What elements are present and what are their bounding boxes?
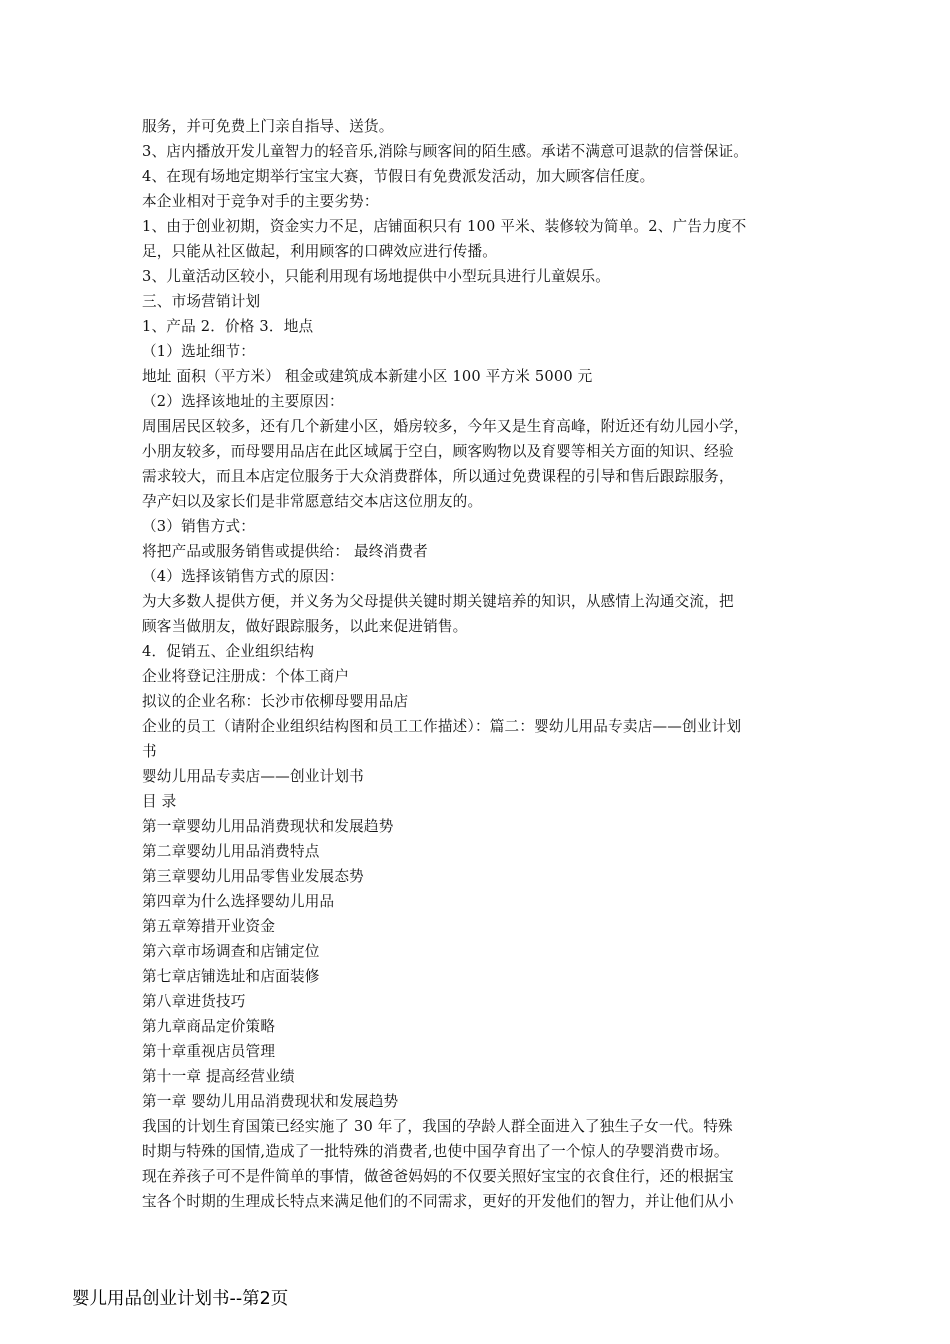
text-line: 将把产品或服务销售或提供给： 最终消费者 <box>142 543 428 560</box>
document-body <box>142 114 814 1214</box>
text-line: （1）选址细节： <box>142 343 256 360</box>
text-line: 1、由于创业初期，资金实力不足，店铺面积只有 100 平米、装修较为简单。2、广告力度不 <box>142 218 747 235</box>
text-line: （4）选择该销售方式的原因： <box>142 568 344 585</box>
text-line: 为大多数人提供方便，并义务为父母提供关键时期关键培养的知识，从感情上沟通交流，把 <box>142 593 734 610</box>
text-line: 企业将登记注册成：个体工商户 <box>142 668 350 685</box>
text-line: 时期与特殊的国情,造成了一批特殊的消费者,也使中国孕育出了一个惊人的孕婴消费市场。 <box>142 1143 729 1160</box>
toc-entry: 第三章婴幼儿用品零售业发展态势 <box>142 868 364 885</box>
text-line: 企业的员工（请附企业组织结构图和员工工作描述）：篇二：婴幼儿用品专卖店——创业计划 <box>142 718 742 735</box>
toc-entry: 第八章进货技巧 <box>142 993 246 1010</box>
toc-entry: 第七章店铺选址和店面装修 <box>142 968 320 985</box>
text-line: 宝各个时期的生理成长特点来满足他们的不同需求，更好的开发他们的智力，并让他们从小 <box>142 1193 734 1210</box>
text-line: 3、店内播放开发儿童智力的轻音乐,消除与顾客间的陌生感。承诺不满意可退款的信誉保证。 <box>142 143 749 160</box>
text-line: 书 <box>142 743 157 760</box>
text-line: 足，只能从社区做起，利用顾客的口碑效应进行传播。 <box>142 243 498 260</box>
toc-entry: 第十一章 提高经营业绩 <box>142 1068 295 1085</box>
toc-entry: 第九章商品定价策略 <box>142 1018 276 1035</box>
text-line: 1、产品 2．价格 3．地点 <box>142 318 314 335</box>
text-line: 地址 面积（平方米） 租金或建筑成本新建小区 100 平方米 5000 元 <box>142 368 593 385</box>
text-line: （3）销售方式： <box>142 518 256 535</box>
toc-entry: 第二章婴幼儿用品消费特点 <box>142 843 320 860</box>
toc-entry: 第四章为什么选择婴幼儿用品 <box>142 893 335 910</box>
toc-entry: 第一章婴幼儿用品消费现状和发展趋势 <box>142 818 394 835</box>
section-heading: 三、市场营销计划 <box>142 293 261 310</box>
text-line: 服务，并可免费上门亲自指导、送货。 <box>142 118 394 135</box>
text-line: 拟议的企业名称：长沙市依柳母婴用品店 <box>142 693 409 710</box>
chapter-heading: 第一章 婴幼儿用品消费现状和发展趋势 <box>142 1093 399 1110</box>
toc-heading: 目 录 <box>142 793 177 810</box>
text-line: 孕产妇以及家长们是非常愿意结交本店这位朋友的。 <box>142 493 483 510</box>
toc-entry: 第六章市场调查和店铺定位 <box>142 943 320 960</box>
text-line: 我国的计划生育国策已经实施了 30 年了，我国的孕龄人群全面进入了独生子女一代。特殊 <box>142 1118 733 1135</box>
text-line: 本企业相对于竞争对手的主要劣势： <box>142 193 379 210</box>
document-title: 婴幼儿用品专卖店——创业计划书 <box>142 768 364 785</box>
text-line: 需求较大，而且本店定位服务于大众消费群体，所以通过免费课程的引导和售后跟踪服务， <box>142 468 734 485</box>
toc-entry: 第五章筹措开业资金 <box>142 918 276 935</box>
text-line: 周围居民区较多，还有几个新建小区，婚房较多，今年又是生育高峰，附近还有幼儿园小学， <box>142 418 749 435</box>
page-footer: 婴儿用品创业计划书--第2页 <box>72 1289 289 1309</box>
text-line: 4．促销五、企业组织结构 <box>142 643 315 660</box>
text-line: 现在养孩子可不是件简单的事情，做爸爸妈妈的不仅要关照好宝宝的衣食住行，还的根据宝 <box>142 1168 734 1185</box>
text-line: 3、儿童活动区较小，只能利用现有场地提供中小型玩具进行儿童娱乐。 <box>142 268 611 285</box>
toc-entry: 第十章重视店员管理 <box>142 1043 276 1060</box>
text-line: 顾客当做朋友，做好跟踪服务，以此来促进销售。 <box>142 618 468 635</box>
text-line: （2）选择该地址的主要原因： <box>142 393 344 410</box>
text-line: 4、在现有场地定期举行宝宝大赛，节假日有免费派发活动，加大顾客信任度。 <box>142 168 655 185</box>
text-line: 小朋友较多，而母婴用品店在此区域属于空白，顾客购物以及育婴等相关方面的知识、经验 <box>142 443 734 460</box>
